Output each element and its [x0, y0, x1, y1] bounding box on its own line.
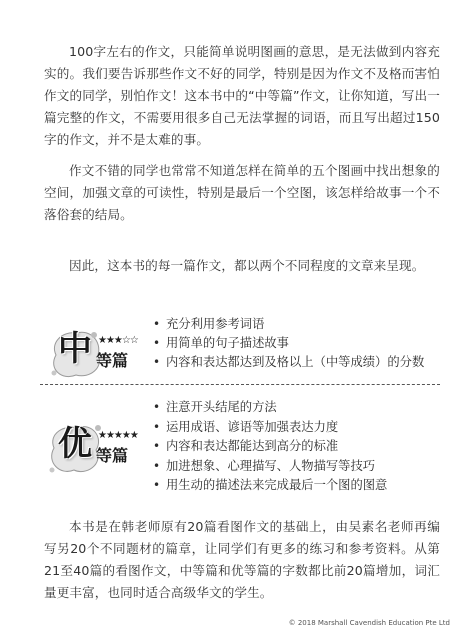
closing-paragraph: 本书是在韩老师原有20篇看图作文的基础上，由吴素名老师再编写另20个不同题材的篇章，让同学们有更多的练习和参考资料。从第21至40篇的看图作文，中等篇和优等篇的字数都比前20篇增加，词汇量更丰富，也同时适合高级华文的学生。 — [44, 519, 440, 600]
mid-level-list — [152, 315, 442, 372]
list-item: • 充分利用参考词语 — [152, 315, 442, 334]
intro-paragraph-2: 作文不错的同学也常常不知道怎样在简单的五个图画中找出想象的空间，加强文章的可读性，特别是最后一个空图，该怎样给故事一个不落俗套的结局。 — [44, 163, 440, 222]
good-level-char: 优 — [58, 424, 92, 464]
section-mid-level — [40, 315, 440, 381]
copyright-footer: © 2018 Marshall Cavendish Education Pte Ltd — [288, 619, 450, 627]
intro-paragraph-1: 100字左右的作文，只能简单说明图画的意思，是无法做到内容充实的。我们要告诉那些作文不好的同学，特别是因为作文不及格而害怕作文的同学，别怕作文！这本书中的“中等篇”作文，让你知道，写出一篇完整的作文，不需要用很多自己无法掌握的词语，而且写出超过150字的作文，并不是太难的事。 — [44, 44, 440, 147]
list-item: • 加进想象、心理描写、人物描写等技巧 — [152, 457, 442, 477]
intro-paragraph-3: 因此，这本书的每一篇作文，都以两个不同程度的文章来呈现。 — [69, 258, 425, 273]
list-item: • 用简单的句子描述故事 — [152, 334, 442, 353]
good-level-label: 等篇 — [96, 446, 129, 465]
section-good-level — [40, 398, 440, 498]
mid-level-char: 中 — [58, 329, 92, 369]
good-level-list — [152, 398, 442, 496]
list-item: • 内容和表达都能达到高分的标准 — [152, 437, 442, 457]
bullet-icon: • — [153, 317, 161, 331]
bullet-icon: • — [153, 458, 161, 473]
section-divider — [40, 384, 440, 385]
mid-level-label: 等篇 — [96, 351, 129, 370]
list-item: • 内容和表达都达到及格以上（中等成绩）的分数 — [152, 353, 442, 372]
bullet-icon: • — [153, 419, 161, 434]
bullet-icon: • — [153, 400, 161, 414]
mid-level-badge — [40, 319, 150, 389]
bullet-icon: • — [153, 439, 161, 453]
good-level-stars-icon: ★★★★★ — [98, 430, 138, 441]
list-item: • 注意开头结尾的方法 — [152, 398, 442, 418]
mid-level-stars-icon: ★★★☆☆ — [98, 335, 138, 346]
list-item: • 用生动的描述法来完成最后一个图的图意 — [152, 476, 442, 496]
bullet-icon: • — [153, 336, 161, 350]
list-item: • 运用成语、谚语等加强表达力度 — [152, 418, 442, 438]
good-level-badge — [40, 414, 150, 484]
bullet-icon: • — [153, 478, 161, 492]
bullet-icon: • — [153, 355, 161, 369]
